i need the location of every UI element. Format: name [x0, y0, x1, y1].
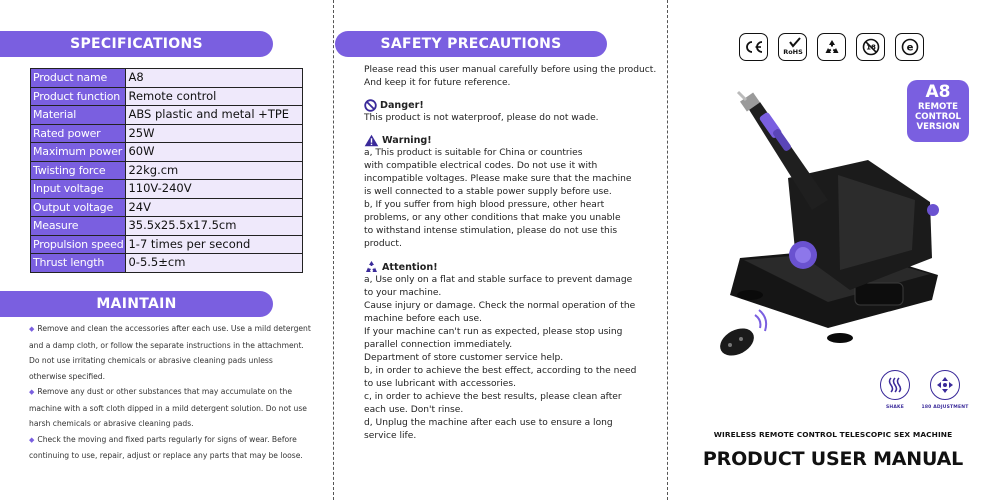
spec-key: Twisting force: [31, 161, 126, 180]
certification-icons: [739, 33, 924, 61]
svg-text:e: e: [906, 42, 913, 54]
table-row: [31, 106, 303, 125]
svg-text:18: 18: [865, 43, 876, 52]
safety-intro: Please read this user manual carefully before using the product. And keep it for future reference.: [364, 65, 657, 88]
spec-key: Propulsion speed: [31, 235, 126, 254]
spec-value: 24V: [126, 198, 303, 217]
list-item: ◆ Remove any dust or other substances that may accumulate on the machine with a soft cloth dipped in a mild detergent solution. Do not use harsh chemicals or abrasive cleaning pads.: [29, 387, 307, 428]
attention-heading: Attention!: [364, 260, 664, 274]
spec-key: Product name: [31, 69, 126, 88]
spec-value: ABS plastic and metal +TPE: [126, 106, 303, 125]
warning-text: a, This product is suitable for China or countries with compatible electrical codes. Do not use it with incompatible voltages. Please make sure that the machine is well connected to a stable power supply before use. b, If you suffer from high blood pressure, other heart problems, or any other conditions that make you unable to withstand intense stimulation, please do not use this product.: [364, 148, 632, 249]
rohs-mark-icon: [778, 33, 807, 61]
spec-key: Measure: [31, 217, 126, 236]
list-item: ◆ Check the moving and fixed parts regularly for signs of wear. Before continuing to use, repair, adjust or replace any parts that may be loose.: [29, 434, 303, 460]
diamond-bullet-icon: ◆: [29, 435, 35, 444]
table-row: [31, 87, 303, 106]
table-row: [31, 180, 303, 199]
spec-value: Remote control: [126, 87, 303, 106]
danger-text: This product is not waterproof, please do not wade.: [364, 113, 599, 123]
spec-key: Input voltage: [31, 180, 126, 199]
e-waste-mark-icon: [895, 33, 924, 61]
safety-heading: SAFETY PRECAUTIONS: [335, 31, 607, 57]
table-row: [31, 69, 303, 88]
spec-value: 60W: [126, 143, 303, 162]
table-row: [31, 254, 303, 273]
fold-line-right: [667, 0, 668, 500]
prohibited-icon: [364, 99, 377, 112]
table-row: [31, 124, 303, 143]
spec-value: 25W: [126, 124, 303, 143]
adjustment-arrows-icon: [930, 370, 960, 400]
fold-line-left: [333, 0, 334, 500]
product-machine-image: [700, 90, 950, 360]
diamond-bullet-icon: ◆: [29, 388, 35, 396]
list-item: ◆ Remove and clean the accessories after each use. Use a mild detergent and a damp cloth, or follow the separate instructions in the attachment. Do not use irritating chemicals or abrasive cleaning pads unless otherwise specified.: [29, 324, 311, 381]
specifications-heading: SPECIFICATIONS: [0, 31, 273, 57]
table-row: [31, 143, 303, 162]
spec-key: Product function: [31, 87, 126, 106]
recycle-icon: [364, 260, 379, 274]
attention-text: a, Use only on a flat and stable surface to prevent damage to your machine. Cause injury or damage. Check the normal operation of the machine before each use. If your machine can't run as expected, please stop using parallel connection immediately. Department of store customer service help. b, in order to achieve the best effect, according to the need to use lubricant with accessories. c, in order to achieve the best results, please clean after each use. Don't rinse. d, Unplug the machine after each use to ensure a long service life.: [364, 275, 637, 441]
spec-key: Thrust length: [31, 254, 126, 273]
table-row: [31, 161, 303, 180]
specifications-table: [30, 68, 303, 273]
spec-key: Rated power: [31, 124, 126, 143]
cover-title: PRODUCT USER MANUAL: [702, 448, 964, 470]
warning-heading: Warning!: [364, 134, 664, 147]
spec-key: Maximum power: [31, 143, 126, 162]
spec-value: A8: [126, 69, 303, 88]
spec-value: 1-7 times per second: [126, 235, 303, 254]
danger-heading: Danger!: [364, 99, 664, 112]
spec-value: 0-5.5±cm: [126, 254, 303, 273]
spec-key: Material: [31, 106, 126, 125]
svg-text:RoHS: RoHS: [782, 48, 803, 56]
safety-content: [364, 64, 664, 443]
table-row: [31, 235, 303, 254]
table-row: [31, 198, 303, 217]
model-badge: A8 REMOTE CONTROL VERSION: [907, 80, 969, 142]
spec-key: Output voltage: [31, 198, 126, 217]
shake-icon: [880, 370, 910, 400]
warning-triangle-icon: [364, 134, 379, 147]
spec-value: 35.5x25.5x17.5cm: [126, 217, 303, 236]
maintain-heading: MAINTAIN: [0, 291, 273, 317]
spec-value: 22kg.cm: [126, 161, 303, 180]
cover-subtitle: WIRELESS REMOTE CONTROL TELESCOPIC SEX MACHINE: [713, 430, 953, 439]
spec-value: 110V-240V: [126, 180, 303, 199]
no-under-18-icon: [856, 33, 885, 61]
diamond-bullet-icon: ◆: [29, 325, 35, 333]
recycle-mark-icon: [817, 33, 846, 61]
table-row: [31, 217, 303, 236]
feature-adjustment: 180 ADJUSTMENT: [915, 370, 975, 410]
ce-mark-icon: [739, 33, 768, 61]
maintain-list: [29, 321, 311, 464]
feature-shake: SHAKE: [865, 370, 925, 410]
